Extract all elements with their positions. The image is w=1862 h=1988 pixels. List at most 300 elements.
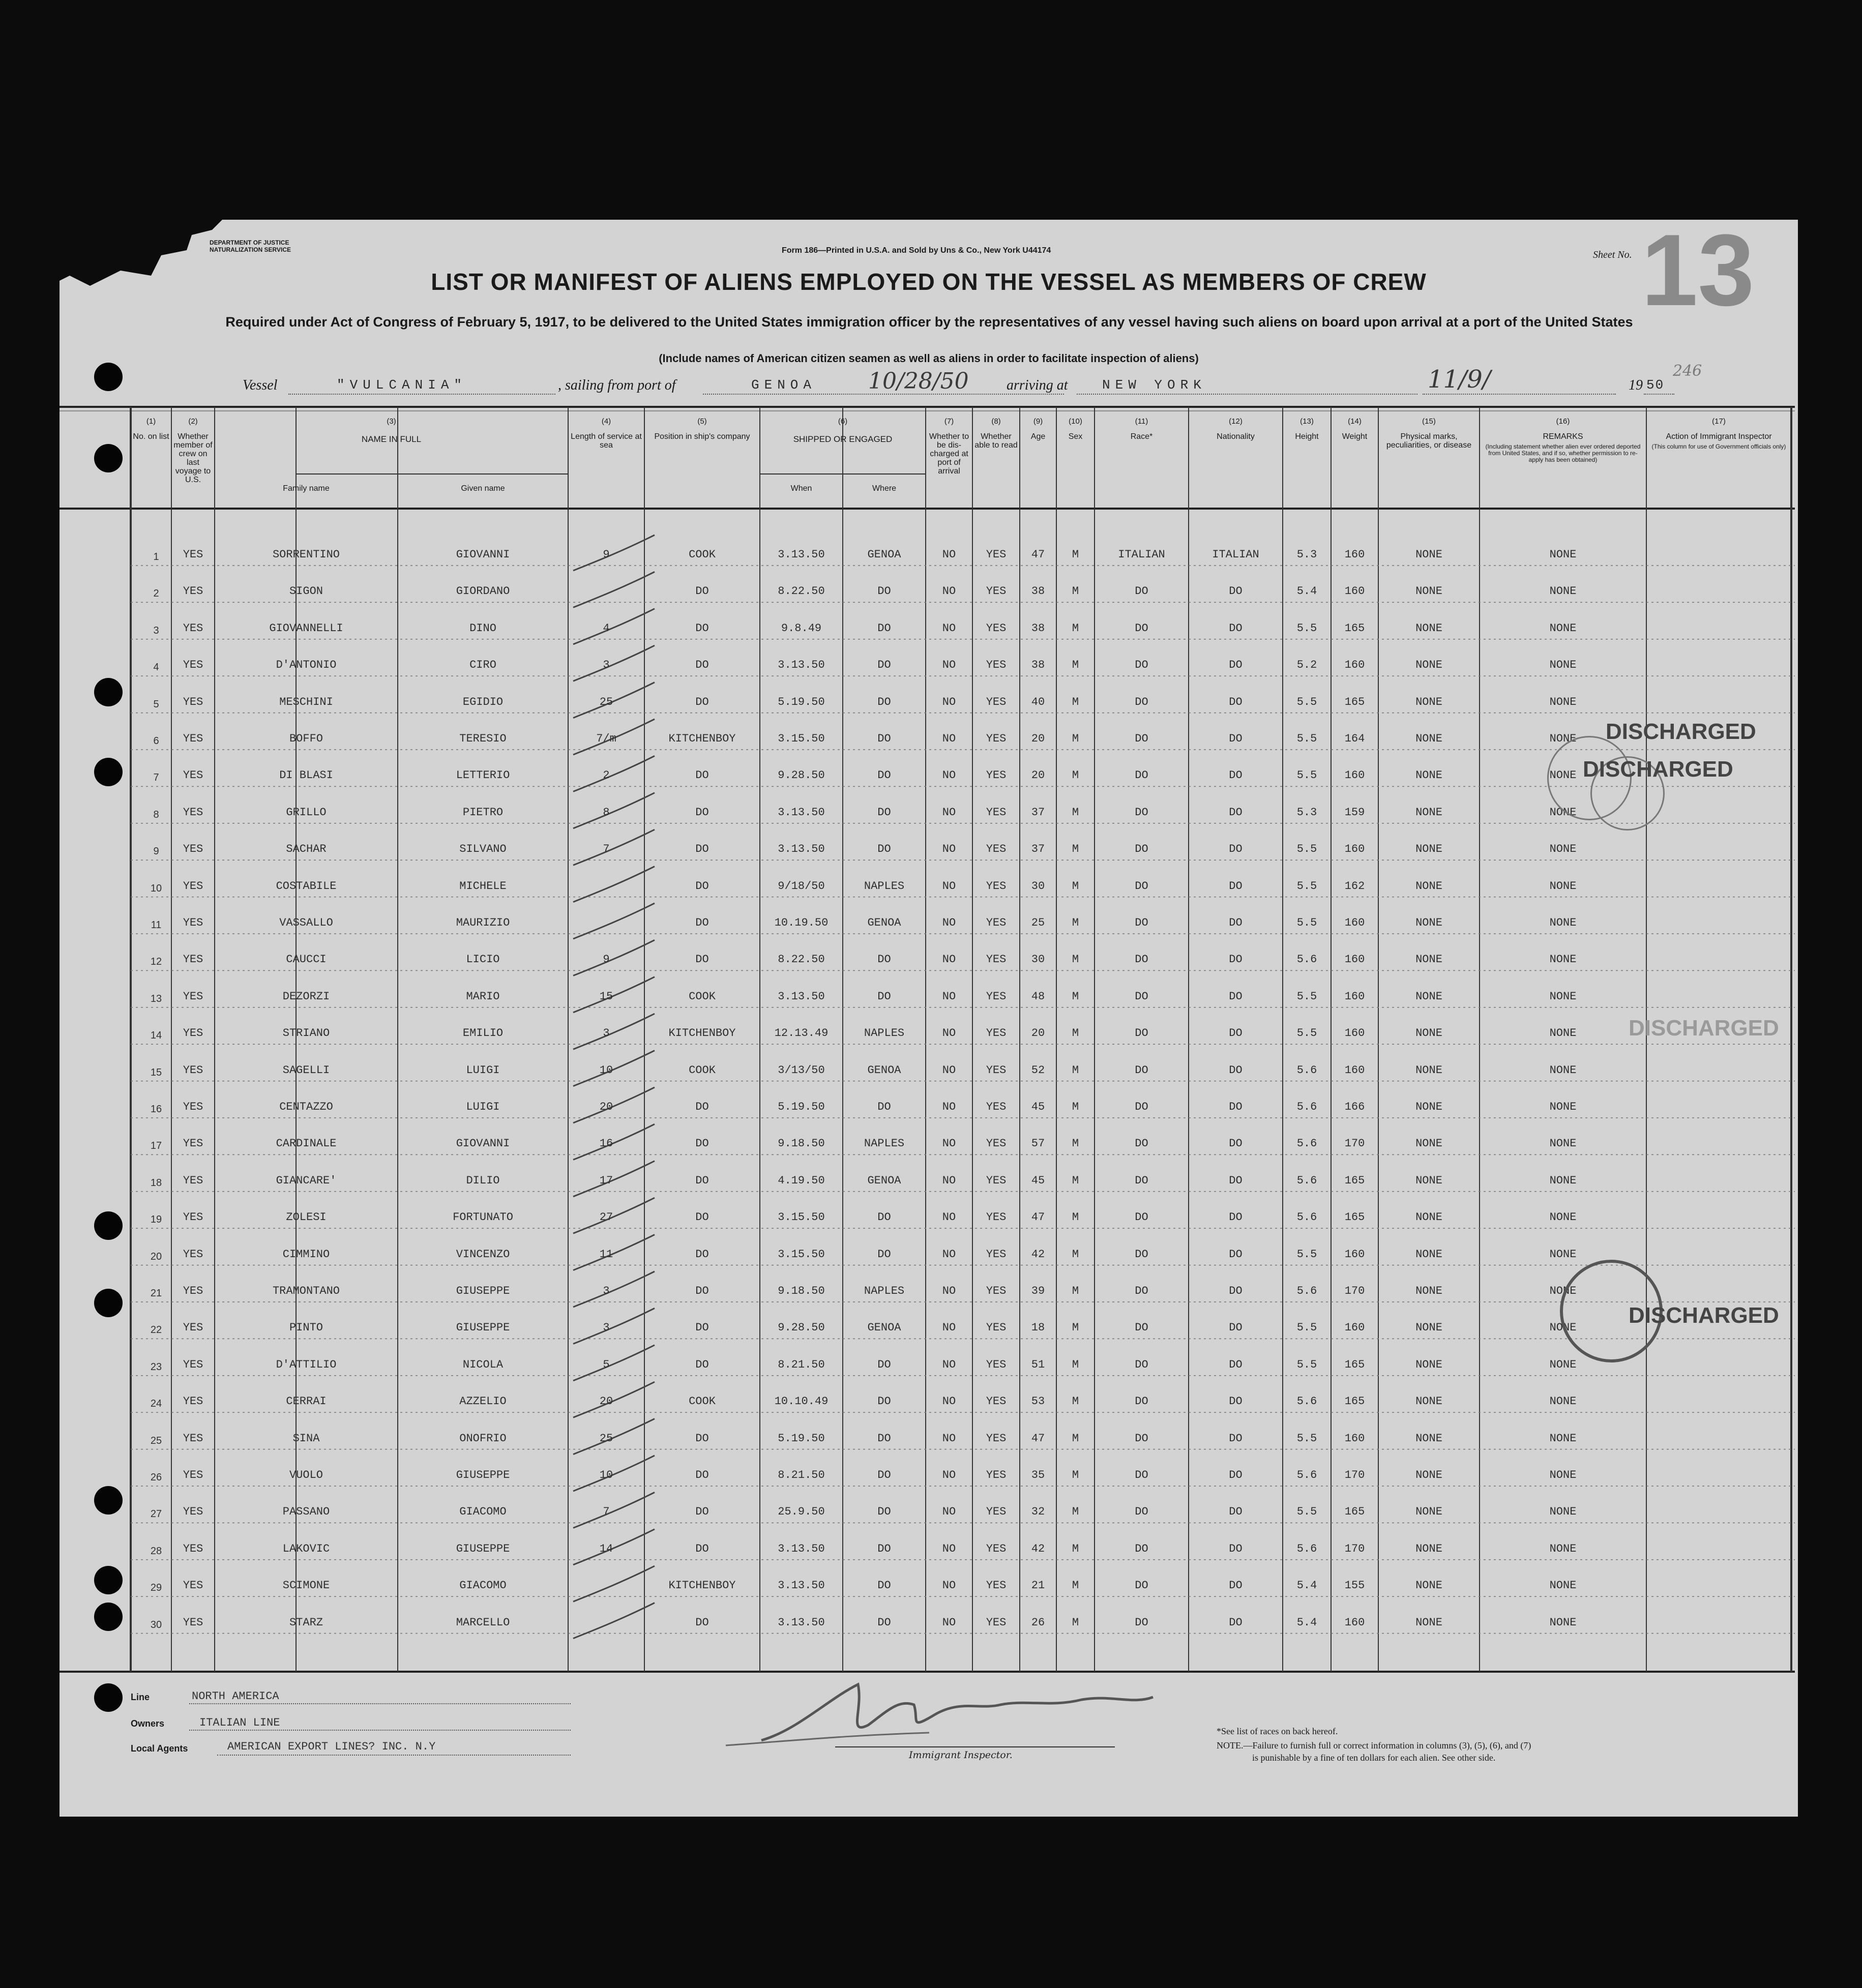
cell-given: GIACOMO xyxy=(459,1505,507,1519)
column-header: No. on list xyxy=(133,432,169,441)
cell-read: YES xyxy=(986,806,1007,819)
cell-sex: M xyxy=(1072,695,1079,708)
cell-where: DO xyxy=(877,1395,891,1408)
cell-age: 38 xyxy=(1031,659,1045,672)
cell-disch: NO xyxy=(942,1542,956,1555)
cell-remarks: NONE xyxy=(1549,1101,1577,1113)
cell-marks: NONE xyxy=(1415,1101,1442,1113)
cell-age: 35 xyxy=(1031,1469,1045,1481)
cell-family: PINTO xyxy=(289,1321,323,1334)
cell-given: MARCELLO xyxy=(456,1616,510,1629)
cell-sex: M xyxy=(1072,769,1079,782)
cell-where: DO xyxy=(877,695,891,708)
cell-prev: YES xyxy=(183,879,203,893)
instruction-note: (Include names of American citizen seamen as well as aliens in order to facilitate inspection of aliens) xyxy=(659,352,1199,365)
cell-position: DO xyxy=(695,1542,709,1555)
row-number: 26 xyxy=(150,1472,162,1483)
cell-read: YES xyxy=(986,990,1007,1003)
cell-where: DO xyxy=(877,1211,891,1224)
cell-marks: NONE xyxy=(1415,1579,1442,1592)
cell-family: SACHAR xyxy=(286,843,327,856)
cell-sex: M xyxy=(1072,1248,1079,1261)
cell-disch: NO xyxy=(942,990,956,1003)
cell-weight: 160 xyxy=(1344,585,1365,598)
cell-marks: NONE xyxy=(1415,1211,1442,1224)
cell-weight: 170 xyxy=(1344,1469,1365,1481)
column-number: (5) xyxy=(697,417,707,426)
cell-prev: YES xyxy=(183,1542,203,1555)
cell-nat: DO xyxy=(1229,621,1243,635)
year-prefix: 19 xyxy=(1629,377,1643,393)
row-number: 30 xyxy=(150,1619,162,1630)
owners-value: ITALIAN LINE xyxy=(199,1716,280,1729)
cell-race: DO xyxy=(1135,659,1148,672)
cell-height: 5.2 xyxy=(1296,659,1317,672)
cell-race: DO xyxy=(1135,1248,1148,1261)
arriving-label: arriving at xyxy=(1007,377,1068,393)
cell-remarks: NONE xyxy=(1549,769,1577,782)
cell-read: YES xyxy=(986,1469,1007,1481)
cell-prev: YES xyxy=(183,953,203,966)
row-number: 8 xyxy=(153,809,159,820)
cell-service: 14 xyxy=(599,1542,613,1555)
row-number: 18 xyxy=(150,1177,162,1189)
manifest-sheet xyxy=(60,214,1798,1817)
cell-read: YES xyxy=(986,1063,1007,1077)
cell-service: 5 xyxy=(603,1358,610,1371)
column-header: Action of Immigrant Inspector xyxy=(1666,432,1772,441)
cell-height: 5.6 xyxy=(1296,1101,1317,1113)
column-number: (11) xyxy=(1135,417,1148,426)
cell-weight: 165 xyxy=(1344,1211,1365,1224)
column-subnote: (This column for use of Government officials only) xyxy=(1651,443,1786,450)
cell-sex: M xyxy=(1072,585,1079,598)
cell-age: 38 xyxy=(1031,621,1045,635)
cell-sex: M xyxy=(1072,1358,1079,1371)
cell-nat: DO xyxy=(1229,585,1243,598)
cell-family: CIMMINO xyxy=(282,1248,330,1261)
cell-disch: NO xyxy=(942,1432,956,1445)
row-number: 4 xyxy=(153,662,159,673)
cell-when: 3.15.50 xyxy=(778,732,825,745)
cell-service: 10 xyxy=(599,1469,613,1481)
cell-race: DO xyxy=(1135,1211,1148,1224)
cell-sex: M xyxy=(1072,1063,1079,1077)
cell-prev: YES xyxy=(183,1469,203,1481)
cell-service: 17 xyxy=(599,1174,613,1187)
cell-disch: NO xyxy=(942,1101,956,1113)
cell-weight: 162 xyxy=(1344,879,1365,893)
cell-nat: DO xyxy=(1229,1432,1243,1445)
cell-remarks: NONE xyxy=(1549,843,1577,856)
cell-where: DO xyxy=(877,1579,891,1592)
cell-nat: DO xyxy=(1229,953,1243,966)
cell-where: DO xyxy=(877,585,891,598)
cell-position: KITCHENBOY xyxy=(668,1579,736,1592)
cell-service: 7/m xyxy=(596,732,616,745)
page-subtitle: Required under Act of Congress of February 5, 1917, to be delivered to the United States immigration officer by the representatives of any vessel having such aliens on board upon arrival at a port of the United States xyxy=(225,314,1633,330)
cell-age: 47 xyxy=(1031,1432,1045,1445)
cell-age: 37 xyxy=(1031,806,1045,819)
cell-service: 3 xyxy=(603,1321,610,1334)
column-header: Height xyxy=(1295,432,1319,441)
owners-label: Owners xyxy=(131,1718,165,1729)
cell-when: 3.13.50 xyxy=(778,1542,825,1555)
cell-marks: NONE xyxy=(1415,769,1442,782)
cell-sex: M xyxy=(1072,1285,1079,1297)
cell-race: DO xyxy=(1135,843,1148,856)
cell-weight: 160 xyxy=(1344,1063,1365,1077)
column-subheader: When xyxy=(790,484,812,493)
cell-marks: NONE xyxy=(1415,659,1442,672)
cell-height: 5.6 xyxy=(1296,953,1317,966)
cell-position: COOK xyxy=(689,1395,716,1408)
cell-marks: NONE xyxy=(1415,1137,1442,1150)
cell-family: CAUCCI xyxy=(286,953,327,966)
cell-prev: YES xyxy=(183,1616,203,1629)
cell-read: YES xyxy=(986,1542,1007,1555)
column-header: Whether able to read xyxy=(974,432,1018,450)
cell-given: FORTUNATO xyxy=(453,1211,513,1224)
agency-line: DEPARTMENT OF JUSTICE xyxy=(210,239,289,246)
cell-nat: DO xyxy=(1229,1321,1243,1334)
cell-race: DO xyxy=(1135,1616,1148,1629)
cell-read: YES xyxy=(986,621,1007,635)
column-subheader: Family name xyxy=(283,484,330,493)
cell-when: 9.28.50 xyxy=(778,769,825,782)
cell-sex: M xyxy=(1072,621,1079,635)
cell-prev: YES xyxy=(183,1395,203,1408)
cell-when: 8.22.50 xyxy=(778,953,825,966)
cell-height: 5.5 xyxy=(1296,990,1317,1003)
cell-given: GIORDANO xyxy=(456,585,510,598)
column-number: (13) xyxy=(1300,417,1314,426)
cell-where: DO xyxy=(877,1358,891,1371)
cell-given: GIUSEPPE xyxy=(456,1542,510,1555)
cell-remarks: NONE xyxy=(1549,548,1577,561)
cell-marks: NONE xyxy=(1415,1505,1442,1519)
cell-service: 7 xyxy=(603,1505,610,1519)
cell-where: DO xyxy=(877,843,891,856)
line-underline xyxy=(189,1703,571,1704)
cell-service: 25 xyxy=(599,1432,613,1445)
cell-sex: M xyxy=(1072,1101,1079,1113)
cell-weight: 165 xyxy=(1344,695,1365,708)
cell-nat: DO xyxy=(1229,1137,1243,1150)
cell-height: 5.5 xyxy=(1296,1358,1317,1371)
cell-family: PASSANO xyxy=(282,1505,330,1519)
cell-given: PIETRO xyxy=(462,806,504,819)
cell-when: 5.19.50 xyxy=(778,1432,825,1445)
agents-value: AMERICAN EXPORT LINES? INC. N.Y xyxy=(227,1740,436,1753)
cell-sex: M xyxy=(1072,879,1079,893)
cell-disch: NO xyxy=(942,732,956,745)
cell-weight: 160 xyxy=(1344,659,1365,672)
cell-service: 3 xyxy=(603,1285,610,1297)
cell-nat: DO xyxy=(1229,916,1243,929)
line-label: Line xyxy=(131,1692,150,1702)
cell-remarks: NONE xyxy=(1549,621,1577,635)
cell-age: 30 xyxy=(1031,879,1045,893)
column-number: (14) xyxy=(1348,417,1362,426)
cell-service: 16 xyxy=(599,1137,613,1150)
cell-nat: DO xyxy=(1229,1063,1243,1077)
row-number: 19 xyxy=(150,1214,162,1226)
cell-weight: 160 xyxy=(1344,953,1365,966)
agents-label: Local Agents xyxy=(131,1743,188,1754)
cell-service: 15 xyxy=(599,990,613,1003)
cell-sex: M xyxy=(1072,732,1079,745)
cell-height: 5.6 xyxy=(1296,1469,1317,1481)
cell-family: ZOLESI xyxy=(286,1211,327,1224)
cell-weight: 160 xyxy=(1344,548,1365,561)
cell-nat: DO xyxy=(1229,1211,1243,1224)
cell-family: D'ATTILIO xyxy=(276,1358,337,1371)
cell-given: LUIGI xyxy=(466,1101,500,1113)
cell-age: 42 xyxy=(1031,1248,1045,1261)
column-header: Length of service at sea xyxy=(571,432,642,450)
cell-sex: M xyxy=(1072,806,1079,819)
agency-sub: NATURALIZATION SERVICE xyxy=(210,246,291,253)
cell-disch: NO xyxy=(942,585,956,598)
cell-sex: M xyxy=(1072,916,1079,929)
cell-where: NAPLES xyxy=(864,879,905,893)
cell-where: GENOA xyxy=(867,1174,901,1187)
column-number: (15) xyxy=(1422,417,1436,426)
cell-height: 5.3 xyxy=(1296,548,1317,561)
column-subheader: Where xyxy=(872,484,897,493)
cell-nat: DO xyxy=(1229,732,1243,745)
cell-family: SINA xyxy=(292,1432,320,1445)
row-number: 1 xyxy=(153,551,159,562)
inspector-label: Immigrant Inspector. xyxy=(909,1749,1013,1761)
cell-prev: YES xyxy=(183,585,203,598)
cell-disch: NO xyxy=(942,879,956,893)
cell-where: DO xyxy=(877,1505,891,1519)
cell-race: DO xyxy=(1135,769,1148,782)
cell-read: YES xyxy=(986,1174,1007,1187)
cell-service: 9 xyxy=(603,548,610,561)
cell-age: 45 xyxy=(1031,1101,1045,1113)
cell-disch: NO xyxy=(942,843,956,856)
sheet-number-label: Sheet No. xyxy=(1593,249,1632,260)
cell-read: YES xyxy=(986,1616,1007,1629)
cell-service: 4 xyxy=(603,621,610,635)
cell-race: DO xyxy=(1135,1101,1148,1113)
cell-sex: M xyxy=(1072,1174,1079,1187)
cell-weight: 170 xyxy=(1344,1285,1365,1297)
column-number: (3) xyxy=(387,417,396,426)
cell-family: CARDINALE xyxy=(276,1137,337,1150)
cell-disch: NO xyxy=(942,953,956,966)
cell-position: DO xyxy=(695,695,709,708)
cell-given: AZZELIO xyxy=(459,1395,507,1408)
cell-sex: M xyxy=(1072,990,1079,1003)
cell-family: STRIANO xyxy=(282,1027,330,1040)
cell-read: YES xyxy=(986,1358,1007,1371)
cell-where: DO xyxy=(877,806,891,819)
cell-read: YES xyxy=(986,879,1007,893)
cell-given: NICOLA xyxy=(462,1358,504,1371)
cell-age: 42 xyxy=(1031,1542,1045,1555)
row-number: 25 xyxy=(150,1435,162,1446)
cell-where: DO xyxy=(877,1101,891,1113)
cell-race: DO xyxy=(1135,1027,1148,1040)
cell-marks: NONE xyxy=(1415,1358,1442,1371)
cell-given: ONOFRIO xyxy=(459,1432,507,1445)
cell-nat: DO xyxy=(1229,1616,1243,1629)
cell-marks: NONE xyxy=(1415,1321,1442,1334)
cell-sex: M xyxy=(1072,1321,1079,1334)
cell-prev: YES xyxy=(183,1211,203,1224)
page-title: LIST OR MANIFEST OF ALIENS EMPLOYED ON THE VESSEL AS MEMBERS OF CREW xyxy=(431,269,1427,295)
cell-remarks: NONE xyxy=(1549,1469,1577,1481)
cell-age: 25 xyxy=(1031,916,1045,929)
cell-height: 5.6 xyxy=(1296,1174,1317,1187)
cell-read: YES xyxy=(986,769,1007,782)
cell-given: SILVANO xyxy=(459,843,507,856)
cell-weight: 160 xyxy=(1344,1321,1365,1334)
cell-race: DO xyxy=(1135,1505,1148,1519)
cell-marks: NONE xyxy=(1415,1469,1442,1481)
cell-age: 20 xyxy=(1031,769,1045,782)
cell-nat: DO xyxy=(1229,1358,1243,1371)
cell-remarks: NONE xyxy=(1549,1137,1577,1150)
cell-given: GIOVANNI xyxy=(456,1137,510,1150)
cell-position: DO xyxy=(695,769,709,782)
cell-age: 53 xyxy=(1031,1395,1045,1408)
cell-given: GIOVANNI xyxy=(456,548,510,561)
cell-sex: M xyxy=(1072,1542,1079,1555)
cell-family: GRILLO xyxy=(286,806,327,819)
column-number: (4) xyxy=(601,417,611,426)
line-value: NORTH AMERICA xyxy=(192,1690,279,1703)
cell-remarks: NONE xyxy=(1549,1211,1577,1224)
cell-where: DO xyxy=(877,1469,891,1481)
cell-marks: NONE xyxy=(1415,621,1442,635)
cell-prev: YES xyxy=(183,732,203,745)
cell-position: COOK xyxy=(689,1063,716,1077)
cell-marks: NONE xyxy=(1415,1395,1442,1408)
cell-prev: YES xyxy=(183,1101,203,1113)
row-number: 29 xyxy=(150,1582,162,1594)
cell-weight: 160 xyxy=(1344,1027,1365,1040)
cell-remarks: NONE xyxy=(1549,1321,1577,1334)
cell-height: 5.5 xyxy=(1296,916,1317,929)
cell-position: DO xyxy=(695,1358,709,1371)
cell-position: DO xyxy=(695,1211,709,1224)
cell-age: 51 xyxy=(1031,1358,1045,1371)
cell-position: COOK xyxy=(689,990,716,1003)
cell-when: 3.15.50 xyxy=(778,1211,825,1224)
cell-remarks: NONE xyxy=(1549,1432,1577,1445)
cell-when: 3.13.50 xyxy=(778,843,825,856)
cell-sex: M xyxy=(1072,1395,1079,1408)
cell-where: DO xyxy=(877,769,891,782)
cell-age: 20 xyxy=(1031,1027,1045,1040)
cell-position: DO xyxy=(695,843,709,856)
cell-when: 3.13.50 xyxy=(778,659,825,672)
cell-given: EGIDIO xyxy=(462,695,504,708)
cell-race: DO xyxy=(1135,953,1148,966)
cell-prev: YES xyxy=(183,1358,203,1371)
cell-weight: 160 xyxy=(1344,916,1365,929)
cell-remarks: NONE xyxy=(1549,1505,1577,1519)
cell-family: SAGELLI xyxy=(282,1063,330,1077)
cell-service: 7 xyxy=(603,843,610,856)
cell-race: DO xyxy=(1135,732,1148,745)
cell-read: YES xyxy=(986,1432,1007,1445)
cell-remarks: NONE xyxy=(1549,659,1577,672)
cell-nat: DO xyxy=(1229,1469,1243,1481)
cell-disch: NO xyxy=(942,1395,956,1408)
cell-sex: M xyxy=(1072,1137,1079,1150)
cell-when: 8.21.50 xyxy=(778,1469,825,1481)
cell-given: DILIO xyxy=(466,1174,500,1187)
cell-remarks: NONE xyxy=(1549,1616,1577,1629)
cell-service: 11 xyxy=(599,1248,613,1261)
cell-given: GIACOMO xyxy=(459,1579,507,1592)
cell-height: 5.5 xyxy=(1296,1432,1317,1445)
cell-read: YES xyxy=(986,1211,1007,1224)
cell-weight: 160 xyxy=(1344,843,1365,856)
cell-service: 2 xyxy=(603,769,610,782)
cell-weight: 159 xyxy=(1344,806,1365,819)
cell-when: 12.13.49 xyxy=(774,1027,829,1040)
cell-position: DO xyxy=(695,953,709,966)
cell-prev: YES xyxy=(183,1248,203,1261)
cell-prev: YES xyxy=(183,1027,203,1040)
cell-race: DO xyxy=(1135,806,1148,819)
cell-disch: NO xyxy=(942,769,956,782)
cell-prev: YES xyxy=(183,990,203,1003)
cell-nat: DO xyxy=(1229,695,1243,708)
cell-disch: NO xyxy=(942,1027,956,1040)
cell-when: 8.22.50 xyxy=(778,585,825,598)
penalty-note-1: NOTE.—Failure to furnish full or correct information in columns (3), (5), (6), and (7) xyxy=(1217,1740,1531,1750)
cell-disch: NO xyxy=(942,621,956,635)
column-number: (16) xyxy=(1556,417,1570,426)
cell-given: MARIO xyxy=(466,990,500,1003)
cell-height: 5.6 xyxy=(1296,1211,1317,1224)
cell-read: YES xyxy=(986,1027,1007,1040)
cell-height: 5.5 xyxy=(1296,1027,1317,1040)
cell-race: DO xyxy=(1135,1542,1148,1555)
row-number: 3 xyxy=(153,625,159,636)
cell-age: 47 xyxy=(1031,548,1045,561)
cell-disch: NO xyxy=(942,1616,956,1629)
cell-remarks: NONE xyxy=(1549,1579,1577,1592)
cell-marks: NONE xyxy=(1415,1174,1442,1187)
cell-race: DO xyxy=(1135,585,1148,598)
cell-where: DO xyxy=(877,1542,891,1555)
column-number: (7) xyxy=(944,417,954,426)
row-number: 6 xyxy=(153,735,159,747)
cell-sex: M xyxy=(1072,1027,1079,1040)
cell-marks: NONE xyxy=(1415,1616,1442,1629)
cell-marks: NONE xyxy=(1415,916,1442,929)
cell-nat: DO xyxy=(1229,1101,1243,1113)
cell-race: DO xyxy=(1135,1358,1148,1371)
column-header: SHIPPED OR ENGAGED xyxy=(793,434,893,444)
cell-sex: M xyxy=(1072,1616,1079,1629)
cell-prev: YES xyxy=(183,1285,203,1297)
cell-when: 9/18/50 xyxy=(778,879,825,893)
cell-prev: YES xyxy=(183,1432,203,1445)
cell-prev: YES xyxy=(183,659,203,672)
cell-given: GIUSEPPE xyxy=(456,1321,510,1334)
cell-read: YES xyxy=(986,659,1007,672)
